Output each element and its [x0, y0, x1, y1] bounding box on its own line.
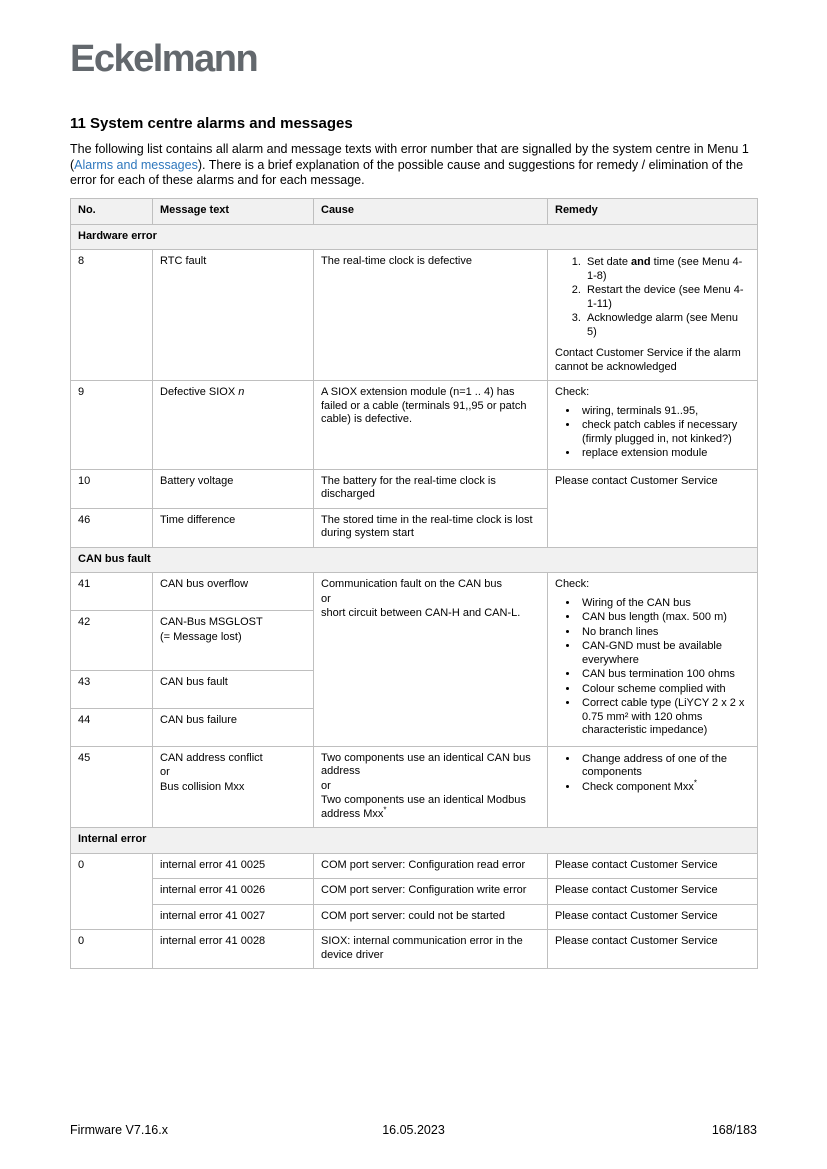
cell-message [153, 930, 314, 969]
cell-paragraph [78, 386, 145, 400]
cell-paragraph [321, 794, 540, 821]
text-run: 10 [78, 474, 91, 487]
cell-paragraph [321, 578, 540, 592]
table-row [71, 250, 758, 381]
text-run: CAN bus failure [160, 713, 238, 726]
section-label: Internal error [71, 828, 758, 854]
text-run: and [631, 256, 651, 269]
cell-paragraph [160, 631, 306, 645]
list-item [584, 312, 750, 339]
cell-paragraph [321, 780, 540, 794]
text-run: Restart the device (see Menu 4-1-11) [587, 284, 744, 310]
footer-page-number: 168/183 [711, 1123, 757, 1137]
text-run: COM port server: could not be started [321, 909, 506, 922]
cell-message [153, 469, 314, 508]
cell-remedy [548, 930, 758, 969]
cell-message [153, 879, 314, 905]
cell-no [71, 250, 153, 381]
cell-remedy [548, 853, 758, 879]
text-run: wiring, terminals 91..95, [582, 404, 699, 417]
cell-paragraph [555, 578, 750, 592]
cell-cause [314, 904, 548, 930]
list-item [579, 419, 750, 446]
cell-paragraph [78, 859, 145, 873]
text-run: (= Message lost) [160, 630, 242, 643]
cell-no [71, 746, 153, 828]
text-run: Communication fault on the CAN bus [321, 578, 502, 591]
text-run: The real-time clock is defective [321, 255, 472, 268]
text-run: The battery for the real-time clock is discharged [321, 474, 496, 501]
list-item [579, 640, 750, 667]
text-run: Time difference [160, 513, 236, 526]
text-run: CAN-Bus MSGLOST [160, 616, 263, 629]
footer-date: 16.05.2023 [382, 1123, 445, 1137]
alarms-table [70, 198, 758, 969]
cell-paragraph [160, 884, 306, 898]
cell-cause [314, 853, 548, 879]
text-run: Please contact Customer Service [555, 858, 718, 871]
eckelmann-logo: Eckelmann [70, 38, 258, 80]
text-run: 9 [78, 386, 85, 399]
cell-paragraph [321, 255, 540, 269]
cell-cause [314, 508, 548, 547]
table-row [71, 879, 758, 905]
text-run: 42 [78, 616, 91, 629]
cell-paragraph [78, 752, 145, 766]
text-run: Check: [555, 386, 590, 399]
cell-cause [314, 469, 548, 508]
cell-message [153, 381, 314, 470]
text-run: Change address of one of the components [582, 752, 727, 779]
text-run: 46 [78, 513, 91, 526]
section-row [71, 224, 758, 250]
cell-paragraph [160, 616, 306, 630]
table-row [71, 573, 758, 611]
cell-remedy [548, 250, 758, 381]
text-run: CAN-GND must be available everywhere [582, 640, 722, 666]
text-run: short circuit between CAN-H and CAN-L. [321, 607, 521, 620]
list-item [579, 777, 750, 795]
table-row [71, 746, 758, 828]
cell-cause [314, 879, 548, 905]
text-run: 41 [78, 578, 91, 591]
list-item [579, 611, 750, 625]
cell-message [153, 250, 314, 381]
cell-paragraph [321, 475, 540, 502]
text-run: 8 [78, 255, 85, 268]
cell-no [71, 611, 153, 671]
text-run: Acknowledge alarm (see Menu 5) [587, 312, 739, 338]
text-run: Please contact Customer Service [555, 935, 718, 948]
text-run: Check: [555, 578, 590, 591]
cell-remedy [548, 904, 758, 930]
cell-paragraph [78, 616, 145, 630]
cell-no [71, 708, 153, 746]
cell-paragraph [78, 676, 145, 690]
cell-no [71, 853, 153, 930]
table-row [71, 904, 758, 930]
intro-text-before: The following list contains all alarm and message texts with error number that are signalled by the system centre in Menu 1 ( [70, 142, 749, 172]
list-item [579, 447, 750, 461]
intro-text-after: ). There is a brief explanation of the possible cause and suggestions for remedy / elimination of the error for each of these alarms and for each message. [70, 157, 744, 188]
text-run: Two components use an identical CAN bus address [321, 751, 531, 778]
cell-paragraph [555, 910, 750, 924]
cell-no [71, 573, 153, 611]
table-row [71, 381, 758, 470]
cell-paragraph [78, 714, 145, 728]
bullet-list [555, 753, 750, 795]
cell-paragraph [78, 578, 145, 592]
text-run: 44 [78, 713, 91, 726]
col-header-remedy: Remedy [548, 199, 758, 225]
text-run: n [238, 386, 245, 399]
cell-paragraph [321, 935, 540, 962]
col-header-no: No. [71, 199, 153, 225]
cell-paragraph [160, 475, 306, 489]
list-item [579, 683, 750, 697]
text-run: 0 [78, 858, 85, 871]
section-label: Hardware error [71, 224, 758, 250]
cell-paragraph [160, 859, 306, 873]
cell-no [71, 930, 153, 969]
table-header-row [71, 199, 758, 225]
text-run: A SIOX extension module (n=1 .. 4) has failed or a cable (terminals 91,,95 or patch cable) is defective. [321, 386, 527, 426]
footnote-asterisk: * [693, 777, 698, 787]
cell-message [153, 508, 314, 547]
cell-paragraph [321, 910, 540, 924]
cell-paragraph [78, 935, 145, 949]
list-item [579, 405, 750, 419]
text-run: 45 [78, 751, 91, 764]
text-run: internal error 41 0026 [160, 884, 266, 897]
cell-message [153, 611, 314, 671]
text-run: COM port server: Configuration read error [321, 858, 526, 871]
cell-message [153, 708, 314, 746]
cell-message [153, 853, 314, 879]
list-item [579, 668, 750, 682]
text-run: Please contact Customer Service [555, 474, 718, 487]
list-item [584, 256, 750, 283]
cell-paragraph [160, 714, 306, 728]
cell-no [71, 469, 153, 508]
text-run: Two components use an identical Modbus address Mxx [321, 794, 526, 820]
cell-remedy [548, 746, 758, 828]
cell-remedy [548, 879, 758, 905]
cell-paragraph [160, 935, 306, 949]
cell-paragraph [321, 386, 540, 427]
cell-no [71, 670, 153, 708]
bullet-list [555, 597, 750, 738]
section-label: CAN bus fault [71, 547, 758, 573]
text-run: 0 [78, 935, 85, 948]
text-run: CAN bus overflow [160, 578, 249, 591]
text-run: internal error 41 0028 [160, 935, 266, 948]
cell-message [153, 746, 314, 828]
cell-paragraph [160, 578, 306, 592]
text-run: Contact Customer Service if the alarm cannot be acknowledged [555, 347, 741, 373]
cell-remedy [548, 573, 758, 747]
list-item [579, 626, 750, 640]
cell-cause [314, 573, 548, 747]
cell-paragraph [321, 859, 540, 873]
cell-paragraph [555, 475, 750, 489]
list-item [579, 753, 750, 780]
text-run: Colour scheme complied with [582, 682, 726, 695]
text-run: check patch cables if necessary (firmly plugged in, not kinked?) [582, 419, 738, 445]
cell-paragraph [321, 607, 540, 621]
section-row [71, 828, 758, 854]
cell-paragraph [555, 347, 750, 374]
text-run: The stored time in the real-time clock is lost during system start [321, 513, 533, 540]
cell-message [153, 904, 314, 930]
text-run: CAN address conflict [160, 751, 263, 764]
text-run: Wiring of the CAN bus [582, 596, 691, 609]
text-run: 43 [78, 675, 91, 688]
text-run: internal error 41 0027 [160, 909, 266, 922]
text-run: No branch lines [582, 625, 659, 638]
footer-firmware-version: Firmware V7.16.x [70, 1123, 168, 1137]
cell-paragraph [160, 514, 306, 528]
cell-no [71, 508, 153, 547]
text-run: Please contact Customer Service [555, 909, 718, 922]
text-run: Check component Mxx [582, 780, 694, 793]
cell-paragraph [555, 884, 750, 898]
text-run: CAN bus termination 100 ohms [582, 668, 735, 681]
cell-cause [314, 746, 548, 828]
cell-cause [314, 930, 548, 969]
table-row [71, 469, 758, 508]
cell-paragraph [160, 752, 306, 766]
text-run: or [160, 766, 170, 779]
cell-message [153, 670, 314, 708]
cell-paragraph [78, 475, 145, 489]
page-footer [70, 1123, 757, 1137]
cell-cause [314, 250, 548, 381]
numbered-list [555, 256, 750, 339]
cell-cause [314, 381, 548, 470]
text-run: COM port server: Configuration write error [321, 884, 527, 897]
table-row [71, 853, 758, 879]
table-row [71, 930, 758, 969]
col-header-cause: Cause [314, 199, 548, 225]
list-item [579, 597, 750, 611]
bullet-list [555, 405, 750, 461]
alarms-and-messages-link[interactable]: Alarms and messages [74, 157, 198, 172]
text-run: time (see Menu 4-1-8) [587, 256, 743, 282]
cell-paragraph [160, 255, 306, 269]
text-run: Set date [587, 256, 632, 269]
list-item [579, 697, 750, 738]
footnote-asterisk: * [383, 804, 387, 814]
cell-paragraph [160, 910, 306, 924]
intro-paragraph [70, 142, 757, 189]
cell-paragraph [160, 781, 306, 795]
text-run: SIOX: internal communication error in the device driver [321, 935, 523, 961]
cell-paragraph [78, 255, 145, 269]
page-title: 11 System centre alarms and messages [70, 115, 353, 132]
section-row [71, 547, 758, 573]
cell-paragraph [160, 676, 306, 690]
text-run: or [321, 779, 331, 792]
text-run: Please contact Customer Service [555, 884, 718, 897]
text-run: internal error 41 0025 [160, 858, 266, 871]
cell-paragraph [321, 752, 540, 779]
text-run: Correct cable type (LiYCY 2 x 2 x 0.75 mm² with 120 ohms characteristic impedance) [582, 697, 745, 737]
cell-remedy [548, 469, 758, 547]
text-run: CAN bus fault [160, 675, 228, 688]
cell-paragraph [555, 859, 750, 873]
cell-paragraph [160, 386, 306, 400]
list-item [584, 284, 750, 311]
cell-paragraph [321, 884, 540, 898]
cell-paragraph [555, 386, 750, 400]
text-run: Battery voltage [160, 474, 234, 487]
text-run: Defective SIOX [160, 386, 239, 399]
cell-message [153, 573, 314, 611]
cell-no [71, 381, 153, 470]
cell-remedy [548, 381, 758, 470]
cell-paragraph [321, 514, 540, 541]
text-run: RTC fault [160, 255, 207, 268]
cell-paragraph [78, 514, 145, 528]
cell-paragraph [160, 766, 306, 780]
text-run: CAN bus length (max. 500 m) [582, 611, 727, 624]
text-run: or [321, 592, 331, 605]
text-run: replace extension module [582, 447, 708, 460]
cell-paragraph [321, 593, 540, 607]
col-header-message-text: Message text [153, 199, 314, 225]
text-run: Bus collision Mxx [160, 780, 245, 793]
cell-paragraph [555, 935, 750, 949]
